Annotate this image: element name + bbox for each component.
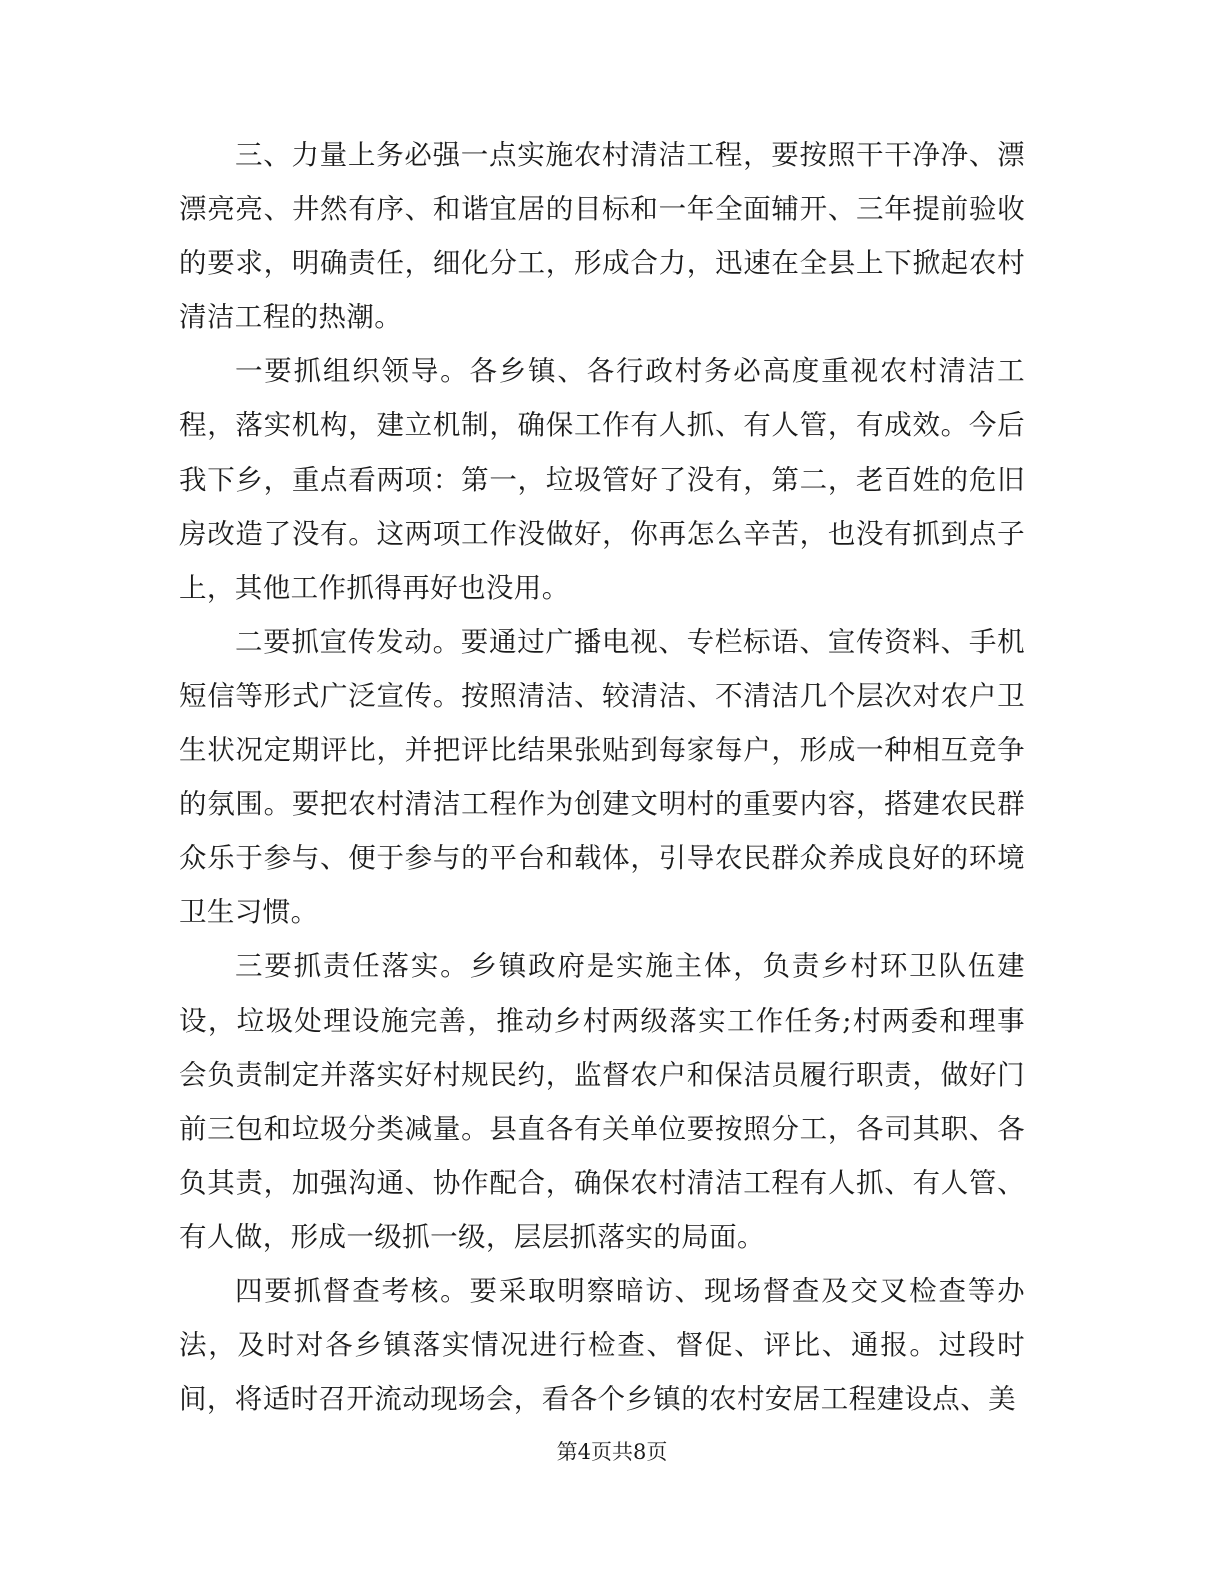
document-body <box>179 128 1025 1426</box>
paragraph-supervision-assessment: 四要抓督查考核。要采取明察暗访、现场督查及交叉检查等办法，及时对各乡镇落实情况进行检查、督促、评比、通报。过段时间，将适时召开流动现场会，看各个乡镇的农村安居工程建设点、美 <box>179 1274 1025 1416</box>
paragraph-responsibility-implementation: 三要抓责任落实。乡镇政府是实施主体，负责乡村环卫队伍建设，垃圾处理设施完善，推动乡村两级落实工作任务;村两委和理事会负责制定并落实好村规民约，监督农户和保洁员履行职责，做好门前三包和垃圾分类减量。县直各有关单位要按照分工，各司其职、各负其责，加强沟通、协作配合，确保农村清洁工程有人抓、有人管、有人做，形成一级抓一级，层层抓落实的局面。 <box>179 950 1025 1253</box>
paragraph-organization-leadership: 一要抓组织领导。各乡镇、各行政村务必高度重视农村清洁工程，落实机构，建立机制，确保工作有人抓、有人管，有成效。今后我下乡，重点看两项：第一，垃圾管好了没有，第二，老百姓的危旧房改造了没有。这两项工作没做好，你再怎么辛苦，也没有抓到点子上，其他工作抓得再好也没用。 <box>179 355 1025 604</box>
paragraph-publicity-mobilization: 二要抓宣传发动。要通过广播电视、专栏标语、宣传资料、手机短信等形式广泛宣传。按照清洁、较清洁、不清洁几个层次对农户卫生状况定期评比，并把评比结果张贴到每家每户，形成一种相互竞争的氛围。要把农村清洁工程作为创建文明村的重要内容，搭建农民群众乐于参与、便于参与的平台和载体，引导农民群众养成良好的环境卫生习惯。 <box>179 625 1025 929</box>
paragraph-section-three: 三、力量上务必强一点实施农村清洁工程，要按照干干净净、漂漂亮亮、井然有序、和谐宜居的目标和一年全面辅开、三年提前验收的要求，明确责任，细化分工，形成合力，迅速在全县上下掀起农村清洁工程的热潮。 <box>179 139 1025 334</box>
page-number-footer: 第4页共8页 <box>556 1440 668 1464</box>
